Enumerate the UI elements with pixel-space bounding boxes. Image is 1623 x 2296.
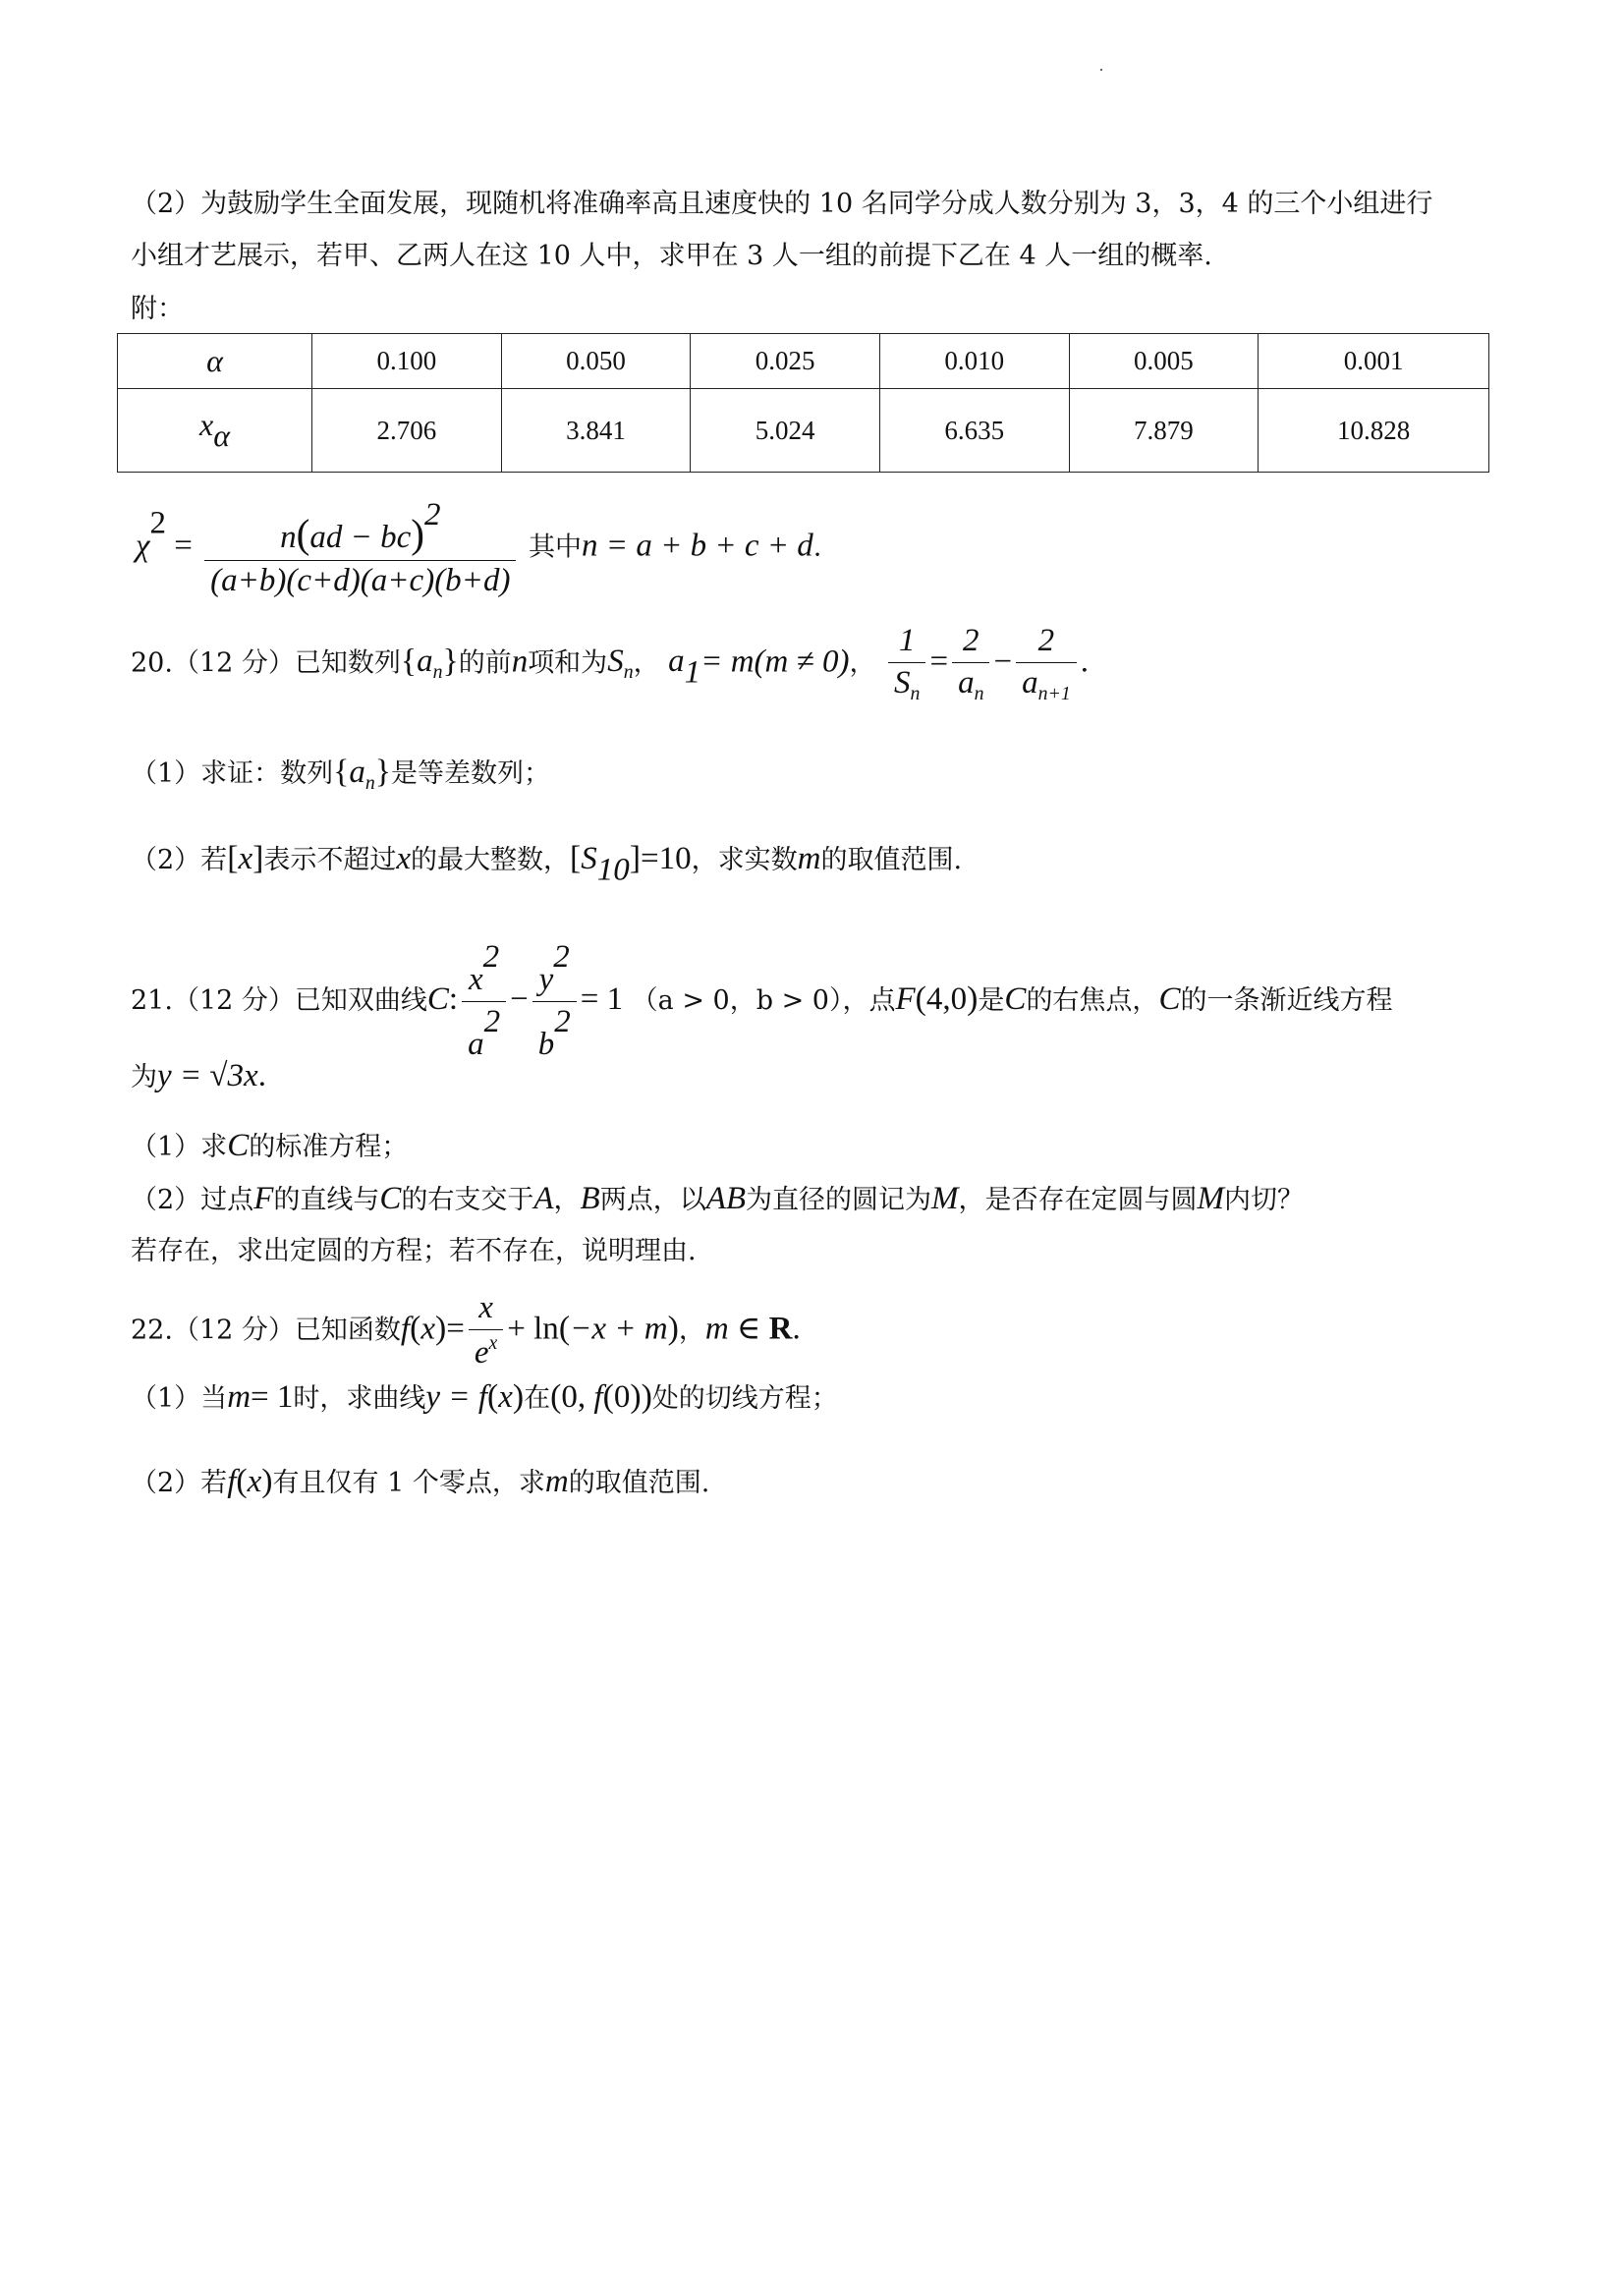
q20-part2: （2）若[x]表示不超过x的最大整数，$[S_{10}]=10$，求实数m的取值范围. [131, 840, 963, 888]
scan-speck [1100, 69, 1102, 71]
q22-part2: （2）若f(x)有且仅有 1 个零点，求m的取值范围. [131, 1463, 710, 1499]
table-cell: 0.100 [312, 334, 502, 389]
q22-stem: 22.（12 分）已知函数f(x)= $\frac{x}{e^x}$ + ln(−x + m)，m ∈ R. [131, 1290, 801, 1371]
q19-part2-line1: （2）为鼓励学生全面发展，现随机将准确率高且速度快的 10 名同学分成人数分别为 3，3，4 的三个小组进行 [131, 189, 1433, 219]
chi-square-fraction: $\frac{n(ad - bc)^2}{(a+b)(c+d)(a+c)(b+d)}$ [204, 497, 516, 599]
table-cell: 10.828 [1259, 389, 1489, 473]
q19-part2-line2: 小组才艺展示，若甲、乙两人在这 10 人中，求甲在 3 人一组的前提下乙在 4 人一组的概率. [131, 241, 1212, 271]
q22-part1: （1）当m= 1时，求曲线y = f(x)在(0, f(0))处的切线方程； [131, 1378, 838, 1415]
table-row-x-alpha [118, 389, 1489, 473]
table-cell: 2.706 [312, 389, 502, 473]
table-cell: 3.841 [501, 389, 691, 473]
table-cell: 0.050 [501, 334, 691, 389]
q21-line2: 为y = √3x. [131, 1058, 266, 1093]
q20-part1: （1）求证：数列$\{a_n\}$是等差数列； [131, 754, 550, 794]
appendix-label: 附： [131, 294, 184, 324]
table-cell: 5.024 [691, 389, 880, 473]
q21-stem: 21.（12 分）已知双曲线C: $\frac{x^2}{a^2}$ − $\frac{y^2}{b^2}$ = 1 （a > 0，b > 0），点F(4,0)是C的右焦点，C的一条渐近线方程 [131, 939, 1393, 1063]
table-cell: 0.005 [1069, 334, 1259, 389]
table-header-alpha: α [118, 334, 312, 389]
q20-stem: 20.（12 分）已知数列$\{a_n\}$的前n项和为$S_n$， $a_1= m(m \ne 0)$， $\frac{1}{S_n}$ = $\frac{2}{a_n}$ − $\frac{2}{a_{n+1}}$ . [131, 623, 1089, 704]
q21-part2-line2: 若存在，求出定圆的方程；若不存在，说明理由. [131, 1236, 697, 1266]
table-cell: 7.879 [1069, 389, 1259, 473]
critical-value-table [117, 333, 1489, 473]
table-cell: 0.001 [1259, 334, 1489, 389]
table-cell: 0.025 [691, 334, 880, 389]
table-cell: 6.635 [879, 389, 1069, 473]
q21-part1: （1）求C的标准方程； [131, 1128, 409, 1163]
table-header-x-alpha: $x_\alpha$ [118, 389, 312, 473]
q21-part2-line1: （2）过点F的直线与C的右支交于A，B两点，以AB为直径的圆记为M，是否存在定圆与圆M内切？ [131, 1181, 1305, 1216]
chi-square-formula: $\chi^2$ = $\frac{n(ad - bc)^2}{(a+b)(c+d)(a+c)(b+d)}$ 其中n = a + b + c + d. [136, 497, 822, 598]
table-row-alpha [118, 334, 1489, 389]
table-cell: 0.010 [879, 334, 1069, 389]
